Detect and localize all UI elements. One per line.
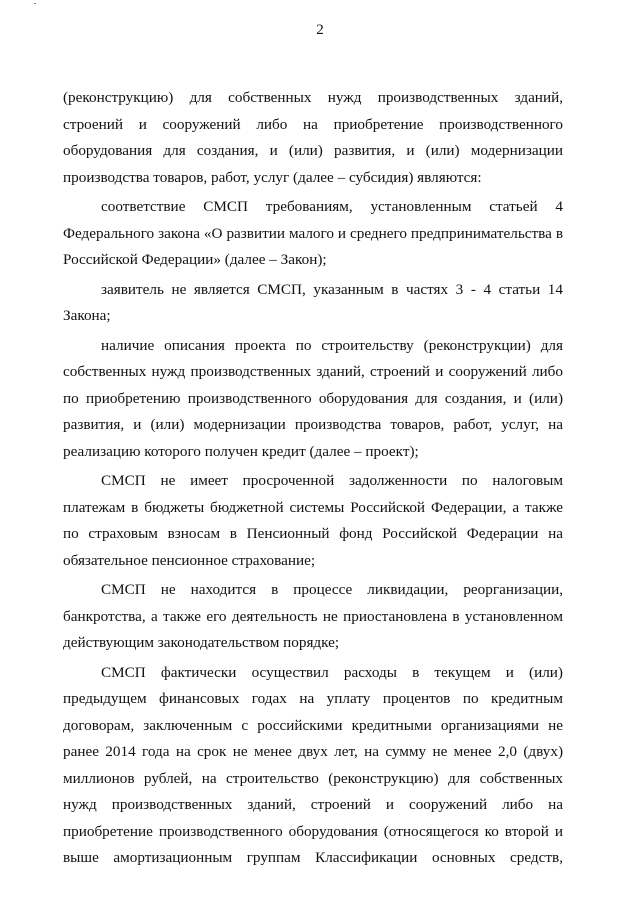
paragraph-expenses: СМСП фактически осуществил расходы в текущем и (или) предыдущем финансовых годах на уплату процентов по кредитным договорам, заключенным с российскими кредитными организациями не ранее 2014 года на срок не менее двух лет, на сумму не менее 2,0 (двух) миллионов рублей, на строительство (реконструкцию) для собственных нужд производственных зданий, строений и сооружений либо на приобретение производственного оборудования (относящегося ко второй и выше амортизационным группам Классификации основных средств, (63, 663, 563, 866)
paragraph-project-description: наличие описания проекта по строительству (реконструкции) для собственных нужд производственных зданий, строений и сооружений либо по приобретению производственного оборудования для создания, и (или) развития, и (или) модернизации производства товаров, работ, услуг, на реализацию которого получен кредит (далее – проект); (63, 336, 563, 460)
paragraph-no-liquidation: СМСП не находится в процессе ликвидации, реорганизации, банкротства, а также его деятельность не приостановлена в установленном действующим законодательством порядке; (63, 581, 563, 651)
paragraph-compliance: соответствие СМСП требованиям, установленным статьей 4 Федерального закона «О развитии малого и среднего предпринимательства в Российской Федерации» (далее – Закон); (63, 198, 563, 268)
paragraph-applicant: заявитель не является СМСП, указанным в частях 3 - 4 статьи 14 Закона; (63, 280, 563, 324)
paragraph-no-debt: СМСП не имеет просроченной задолженности по налоговым платежам в бюджеты бюджетной системы Российской Федерации, а также по страховым взносам в Пенсионный фонд Российской Федерации на обязательное пенсионное страхование; (63, 472, 563, 569)
page-number: 2 (316, 22, 324, 38)
scan-mark (34, 3, 36, 4)
paragraph-continuation: (реконструкцию) для собственных нужд производственных зданий, строений и сооружений либо на приобретение производственного оборудования для создания, и (или) развития, и (или) модернизации производства товаров, работ, услуг (далее – субсидия) являются: (63, 89, 563, 186)
document-body (63, 85, 563, 875)
